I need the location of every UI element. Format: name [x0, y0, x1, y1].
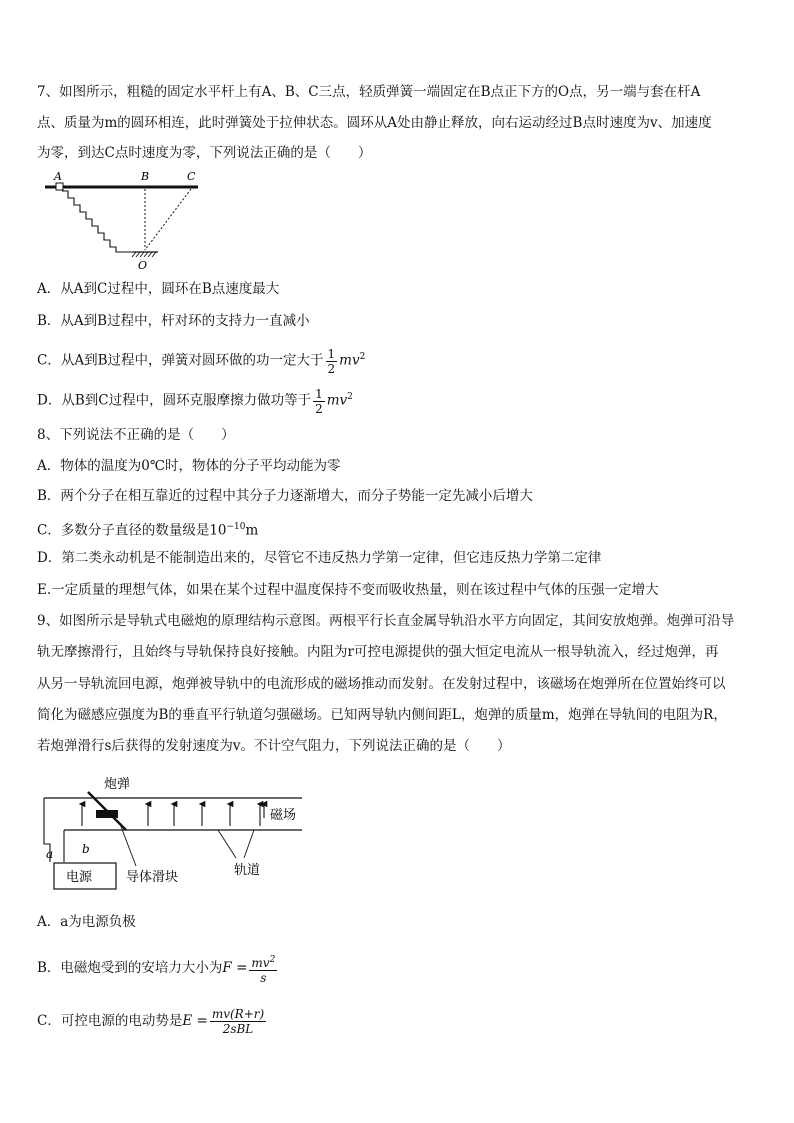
q9-stem-line-4: 简化为磁感应强度为B的垂直平行轨道匀强磁场。已知两导轨内侧间距L，炮弹的质量m，炮弹在导轨间的电阻为R， — [37, 707, 727, 723]
q8-option-d: D．第二类永动机是不能制造出来的，尽管它不违反热力学第一定律，但它违反热力学第二定律 — [37, 550, 602, 566]
q7-option-d — [37, 380, 353, 418]
q7-option-c-text: C．从A到B过程中，弹簧对圆环做的功一定大于 — [37, 352, 324, 369]
q9-option-b — [37, 950, 279, 986]
q7-stem-line-1: 7、如图所示，粗糙的固定水平杆上有A、B、C三点，轻质弹簧一端固定在B点正下方的O点，另一端与套在杆A — [37, 84, 701, 100]
q9-stem-line-1: 9、如图所示是导轨式电磁炮的原理结构示意图。两根平行长直金属导轨沿水平方向固定，其间安放炮弹。炮弹可沿导 — [37, 613, 735, 629]
q9-stem-line-5: 若炮弹滑行s后获得的发射速度为v。不计空气阻力，下列说法正确的是（ ） — [37, 738, 511, 754]
q7-option-d-text: D．从B到C过程中，圆环克服摩擦力做功等于 — [37, 392, 312, 409]
q9-option-c-denominator: 2sBL — [222, 1022, 254, 1036]
q7-label-c: C — [187, 170, 196, 183]
q8-option-c — [37, 517, 258, 541]
q8-option-b: B．两个分子在相互靠近的过程中其分子力逐渐增大，而分子势能一定先减小后增大 — [37, 488, 533, 504]
q9-option-b-numerator-exp: 2 — [269, 954, 276, 965]
q7-option-a: A．从A到C过程中，圆环在B点速度最大 — [37, 281, 280, 297]
q7-option-c — [37, 340, 365, 378]
q8-option-e: E.一定质量的理想气体，如果在某个过程中温度保持不变而吸收热量，则在该过程中气体的压强一定增大 — [37, 582, 659, 598]
q7-stem-line-3: 为零，到达C点时速度为零，下列说法正确的是（ ） — [37, 145, 372, 161]
q7-option-d-fraction — [313, 387, 325, 416]
q8-option-c-text: C．多数分子直径的数量级是10 — [37, 522, 227, 539]
power-source-label: 电源 — [66, 870, 93, 885]
q9-figure — [40, 770, 310, 898]
q9-option-c-numerator: mv(R+r) — [211, 1007, 265, 1021]
q9-option-b-lhs: F = — [222, 960, 248, 976]
q8-option-c-unit: m — [245, 522, 259, 539]
q9-stem-line-3: 从另一导轨流回电源，炮弹被导轨中的电流形成的磁场推动而发射。在发射过程中，该磁场在炮弹所在位置始终可以 — [37, 676, 726, 692]
q7-option-d-exponent: 2 — [347, 392, 353, 402]
q8-stem: 8、下列说法不正确的是（ ） — [37, 427, 235, 443]
q9-option-b-numerator — [249, 953, 277, 971]
q7-option-b: B．从A到B过程中，杆对环的支持力一直减小 — [37, 313, 310, 329]
q7-figure — [40, 166, 210, 272]
q9-option-a: A．a为电源负极 — [37, 914, 136, 930]
q7-option-c-mv: mv — [339, 352, 360, 369]
track-label: 轨道 — [234, 863, 261, 878]
q7-option-c-fraction — [326, 347, 338, 376]
shell-label: 炮弹 — [104, 777, 131, 792]
q9-option-b-denominator: s — [260, 970, 267, 985]
q7-option-c-denominator: 2 — [327, 361, 336, 376]
q7-option-c-numerator: 1 — [327, 346, 336, 361]
wire-b-label: b — [82, 842, 90, 856]
q7-label-o: O — [138, 259, 148, 272]
q7-label-a: A — [54, 170, 62, 183]
q9-option-c — [37, 1003, 268, 1039]
q9-option-b-text: B．电磁炮受到的安培力大小为 — [37, 960, 223, 976]
q8-option-c-exponent: −10 — [226, 522, 246, 532]
q7-option-d-mv: mv — [326, 392, 348, 409]
q7-option-c-exponent: 2 — [359, 352, 366, 362]
q9-option-c-text: C．可控电源的电动势是 — [37, 1013, 183, 1029]
q9-option-b-numerator-text: mv — [251, 955, 270, 970]
q7-option-d-denominator: 2 — [315, 401, 323, 416]
field-label: 磁场 — [270, 808, 297, 823]
slider-label: 导体滑块 — [126, 870, 179, 885]
q9-stem-line-2: 轨无摩擦滑行，且始终与导轨保持良好接触。内阻为r可控电源提供的强大恒定电流从一根导轨流入，经过炮弹，再 — [37, 644, 719, 660]
q9-option-c-fraction — [210, 1007, 266, 1036]
q8-option-a: A．物体的温度为0℃时，物体的分子平均动能为零 — [37, 458, 341, 474]
q9-option-c-lhs: E = — [182, 1013, 208, 1029]
q7-label-b: B — [141, 170, 150, 183]
q9-option-b-fraction — [249, 953, 277, 985]
q7-option-d-numerator: 1 — [315, 386, 323, 401]
q7-stem-line-2: 点、质量为m的圆环相连，此时弹簧处于拉伸状态。圆环从A处由静止释放，向右运动经过B点时速度为v、加速度 — [37, 115, 712, 131]
wire-a-label: a — [46, 847, 54, 861]
